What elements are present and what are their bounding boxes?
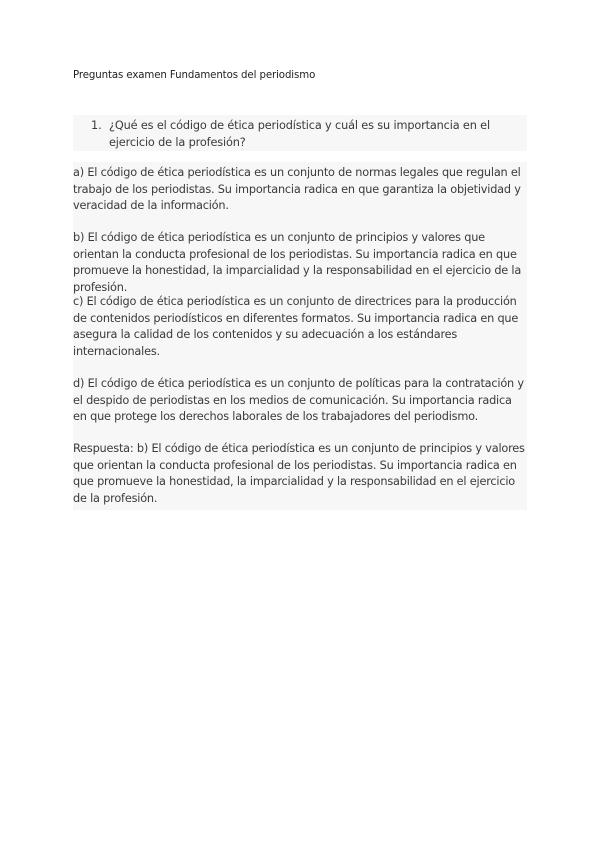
option-c: c) El código de ética periodística es un conjunto de directrices para la producción de contenidos periodísticos en diferentes formatos. Su importancia radica en que asegura la calidad de los contenidos y su adecuación a los estándares internacionales.: [73, 295, 519, 358]
question-number: 1.: [91, 119, 102, 132]
option-d: d) El código de ética periodística es un conjunto de políticas para la contratación y el despido de periodistas en los medios de comunicación. Su importancia radica en que protege los derechos laborales de los trabajadores del periodismo.: [73, 377, 524, 424]
document-title: Preguntas examen Fundamentos del periodismo: [73, 70, 316, 81]
answer-paragraph: Respuesta: b) El código de ética periodística es un conjunto de principios y valores que orientan la conducta profesional de los periodistas. Su importancia radica en que promueve la honestidad, la imparcialidad y la responsabilidad en el ejercicio de la profesión.: [73, 442, 525, 505]
option-b: b) El código de ética periodística es un conjunto de principios y valores que orientan la conducta profesional de los periodistas. Su importancia radica en que promueve la honestidad, la imparcialidad y la responsabilidad en el ejercicio de la profesión.: [73, 231, 522, 294]
question-block: [73, 115, 527, 151]
option-a: a) El código de ética periodística es un conjunto de normas legales que regulan el trabajo de los periodistas. Su importancia radica en que garantiza la objetividad y veracidad de la información.: [73, 166, 521, 213]
question-text: ¿Qué es el código de ética periodística y cuál es su importancia en el ejercicio de la profesión?: [109, 119, 490, 149]
answers-block: [73, 162, 527, 510]
